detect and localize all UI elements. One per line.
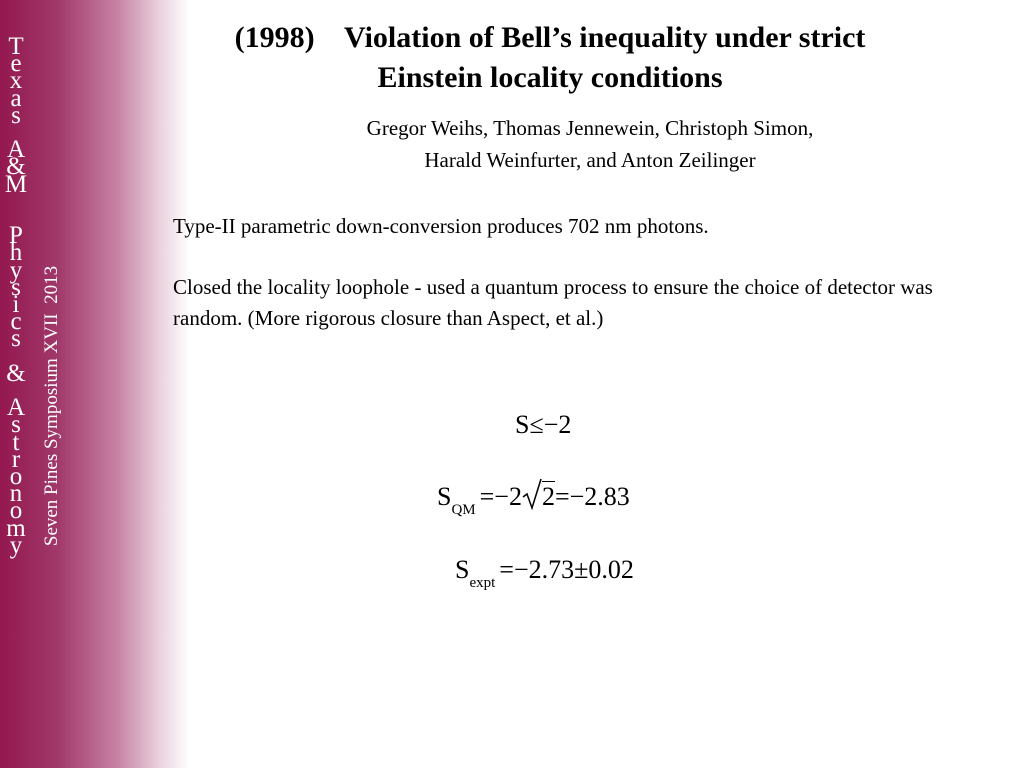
eq3-subscript: expt — [469, 575, 496, 591]
authors-line-2: Harald Weinfurter, and Anton Zeilinger — [424, 148, 756, 172]
symposium-label: Seven Pines Symposium XVII 2013 — [41, 265, 62, 547]
experimental-result-equation — [455, 555, 634, 589]
square-root-icon — [522, 477, 542, 511]
slide-title — [175, 18, 925, 98]
title-line-1: (1998) Violation of Bell’s inequality under strict — [234, 21, 866, 54]
paragraph-locality: Closed the locality loophole - used a quantum process to ensure the choice of detector was random. (More rigorous closure than Aspect, et al.) — [173, 275, 933, 330]
eq3-symbol: S — [455, 555, 470, 584]
eq2-subscript: QM — [451, 502, 476, 518]
eq2-end: =−2.83 — [554, 482, 630, 511]
title-line-2: Einstein locality conditions — [377, 61, 723, 94]
eq2-symbol: S — [437, 482, 452, 511]
eq2-radicand: 2 — [541, 482, 555, 511]
paragraph-photons: Type-II parametric down-conversion produces 702 nm photons. — [173, 214, 709, 238]
authors-block — [290, 112, 890, 176]
eq2-middle: =−2 — [479, 482, 522, 511]
quantum-prediction-equation — [437, 477, 630, 516]
authors-line-1: Gregor Weihs, Thomas Jennewein, Christoph Simon, — [366, 116, 814, 140]
bell-inequality-equation: S≤−2 — [515, 410, 572, 439]
eq3-end: =−2.73±0.02 — [499, 555, 634, 584]
institution-vertical-text: T e x a s A & M P h y s i c s & A s t r o n o m y — [4, 33, 28, 559]
sidebar-band — [0, 0, 190, 768]
